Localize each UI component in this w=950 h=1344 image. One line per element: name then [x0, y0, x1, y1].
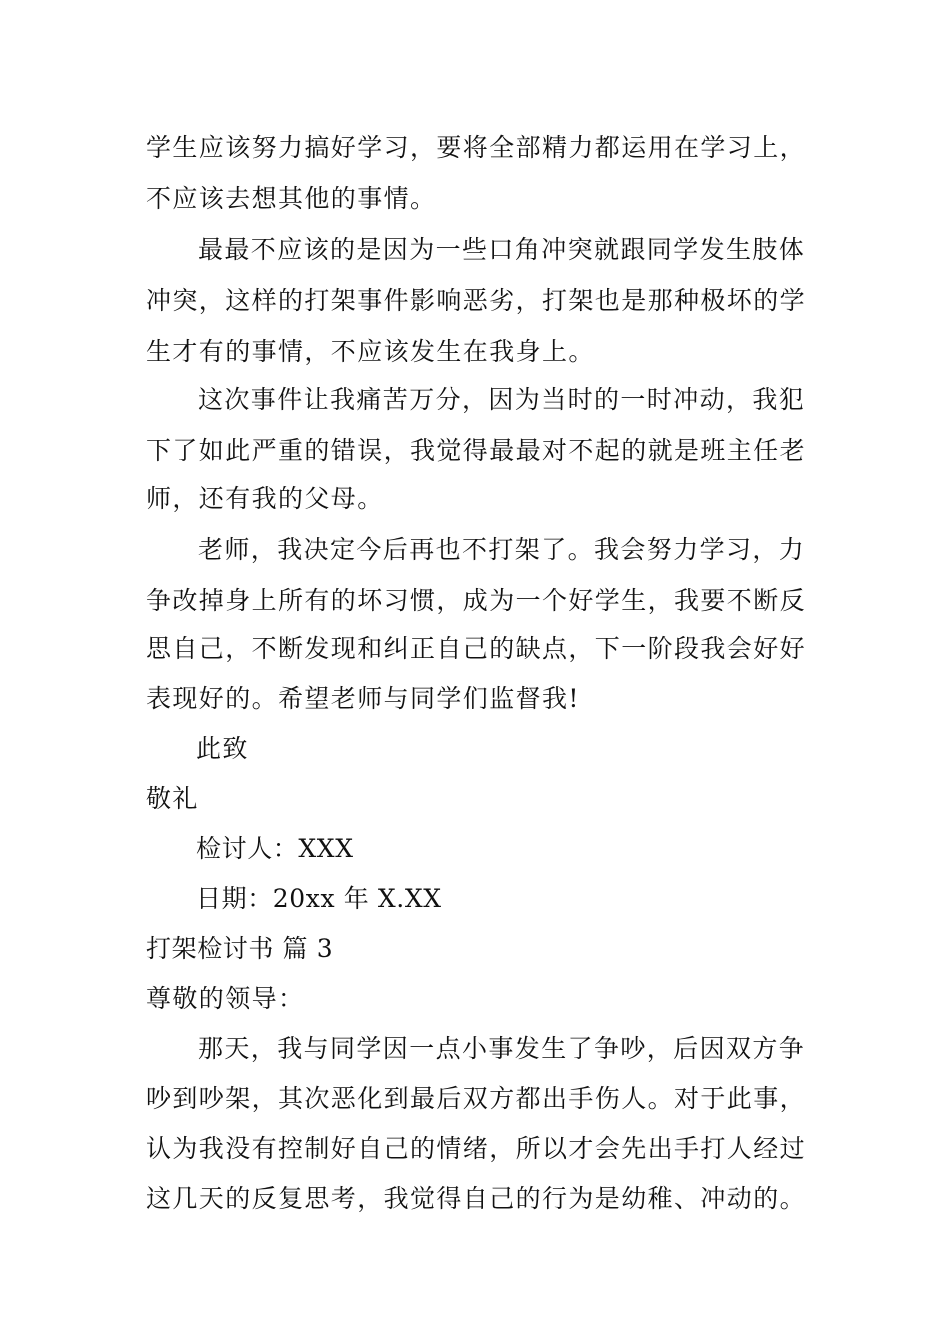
- paragraph-line: 认为我没有控制好自己的情绪，所以才会先出手打人经过: [146, 1134, 807, 1163]
- paragraph-line: 这几天的反复思考，我觉得自己的行为是幼稚、冲动的。: [146, 1184, 807, 1213]
- paragraph-line: 表现好的。希望老师与同学们监督我!: [146, 684, 580, 713]
- closing-regards: 敬礼: [146, 784, 199, 813]
- signature-line: 检讨人：XXX: [196, 834, 354, 863]
- paragraph-line: 不应该去想其他的事情。: [146, 184, 437, 213]
- greeting: 尊敬的领导：: [146, 984, 305, 1013]
- paragraph-line: 师，还有我的父母。: [146, 484, 384, 513]
- paragraph-line: 下了如此严重的错误，我觉得最最对不起的就是班主任老: [146, 436, 807, 465]
- paragraph-line: 这次事件让我痛苦万分，因为当时的一时冲动，我犯: [198, 385, 806, 414]
- paragraph-line: 吵到吵架，其次恶化到最后双方都出手伤人。对于此事，: [146, 1084, 807, 1113]
- paragraph-line: 最最不应该的是因为一些口角冲突就跟同学发生肢体: [198, 235, 806, 264]
- paragraph-line: 老师，我决定今后再也不打架了。我会努力学习，力: [198, 535, 806, 564]
- paragraph-line: 思自己，不断发现和纠正自己的缺点，下一阶段我会好好: [146, 634, 807, 663]
- paragraph-line: 那天，我与同学因一点小事发生了争吵，后因双方争: [198, 1034, 806, 1063]
- section-title: 打架检讨书 篇 3: [146, 934, 334, 963]
- paragraph-line: 生才有的事情，不应该发生在我身上。: [146, 337, 595, 366]
- paragraph-line: 冲突，这样的打架事件影响恶劣，打架也是那种极坏的学: [146, 286, 807, 315]
- closing-salutation: 此致: [196, 734, 249, 763]
- paragraph-line: 学生应该努力搞好学习，要将全部精力都运用在学习上，: [146, 133, 807, 162]
- paragraph-line: 争改掉身上所有的坏习惯，成为一个好学生，我要不断反: [146, 586, 807, 615]
- date-line: 日期：20xx 年 X.XX: [196, 884, 442, 913]
